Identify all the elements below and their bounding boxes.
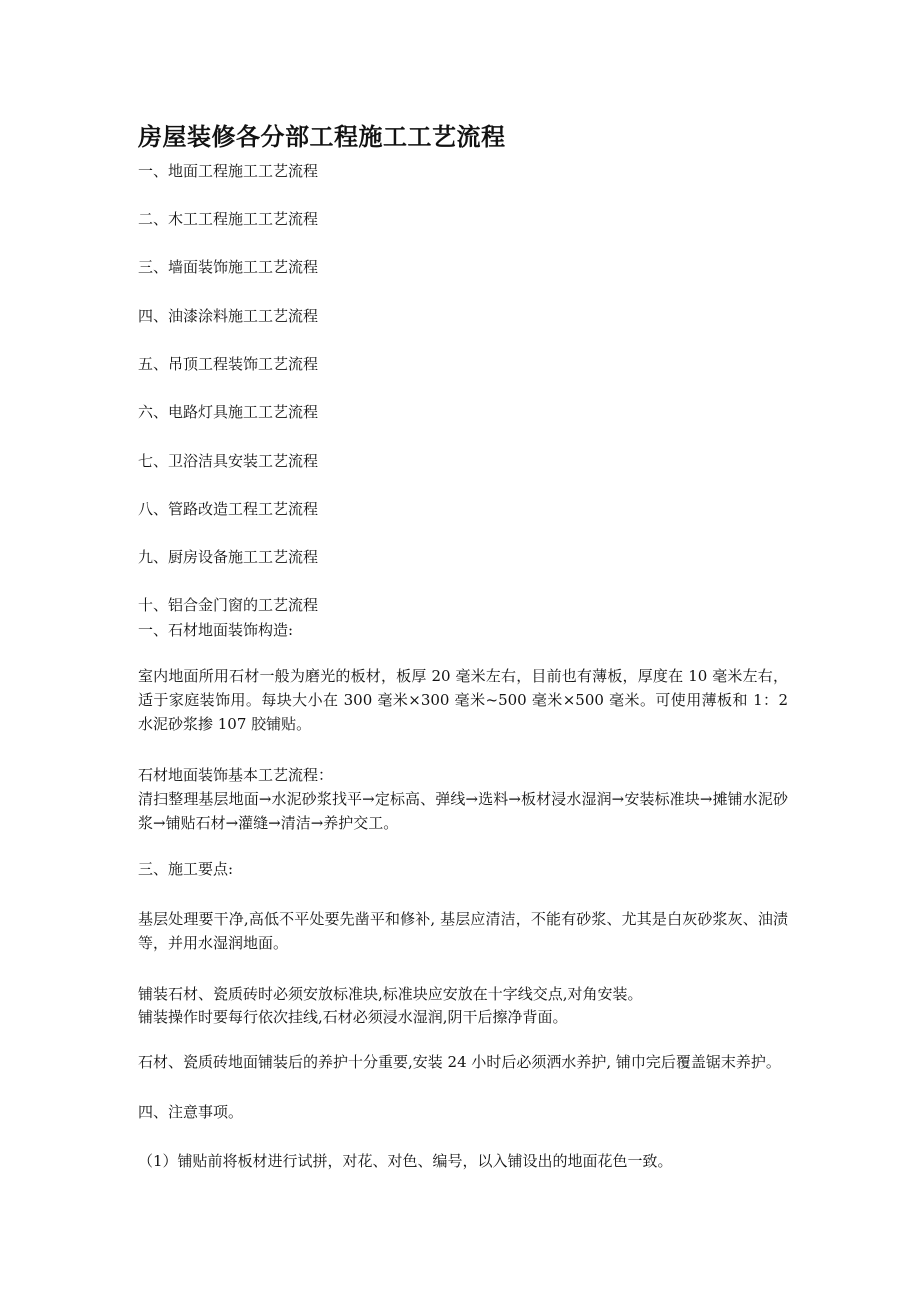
- note-item-1: （1）铺贴前将板材进行试拼，对花、对色、编号，以入铺设出的地面花色一致。: [138, 1152, 673, 1170]
- section-heading-construction-points: 三、施工要点:: [138, 860, 234, 878]
- construction-point-2: 铺装石材、瓷质砖时必须安放标准块,标准块应安放在十字线交点,对角安装。: [138, 985, 643, 1003]
- process-paragraph: 清扫整理基层地面→水泥砂浆找平→定标高、弹线→选料→板材浸水湿润→安装标准块→摊铺水泥砂浆→铺贴石材→灌缝→清洁→养护交工。: [138, 790, 788, 832]
- document-page: [138, 0, 788, 1302]
- toc-item-6: 六、电路灯具施工工艺流程: [138, 403, 319, 421]
- toc-item-9: 九、厨房设备施工工艺流程: [138, 548, 319, 566]
- toc-item-7: 七、卫浴洁具安装工艺流程: [138, 452, 319, 470]
- construction-point-3: 铺装操作时要每行依次挂线,石材必须浸水湿润,阴干后擦净背面。: [138, 1008, 568, 1026]
- toc-item-1: 一、地面工程施工工艺流程: [138, 162, 319, 180]
- toc-item-5: 五、吊顶工程装饰工艺流程: [138, 355, 319, 373]
- toc-item-8: 八、管路改造工程工艺流程: [138, 500, 319, 518]
- stone-structure-paragraph: 室内地面所用石材一般为磨光的板材，板厚 20 毫米左右，目前也有薄板，厚度在 10 毫米左右，适于家庭装饰用。每块大小在 300 毫米×300 毫米~500 毫米×500 毫米。可使用薄板和 1：2 水泥砂浆掺 107 胶铺贴。: [138, 667, 788, 733]
- document-title: 房屋装修各分部工程施工工艺流程: [138, 122, 506, 151]
- toc-item-10: 十、铝合金门窗的工艺流程: [138, 596, 319, 614]
- toc-item-2: 二、木工工程施工工艺流程: [138, 210, 319, 228]
- toc-item-3: 三、墙面装饰施工工艺流程: [138, 258, 319, 276]
- toc-item-4: 四、油漆涂料施工工艺流程: [138, 307, 319, 325]
- section-heading-stone-structure: 一、石材地面装饰构造:: [138, 621, 294, 639]
- construction-point-4: 石材、瓷质砖地面铺装后的养护十分重要,安装 24 小时后必须洒水养护, 铺巾完后覆盖锯末养护。: [138, 1053, 781, 1071]
- construction-point-1: 基层处理要干净,高低不平处要先凿平和修补, 基层应清洁，不能有砂浆、尤其是白灰砂浆灰、油渍等，并用水湿润地面。: [138, 910, 788, 952]
- process-heading: 石材地面装饰基本工艺流程：: [138, 766, 334, 784]
- section-heading-notes: 四、注意事项。: [138, 1103, 244, 1121]
